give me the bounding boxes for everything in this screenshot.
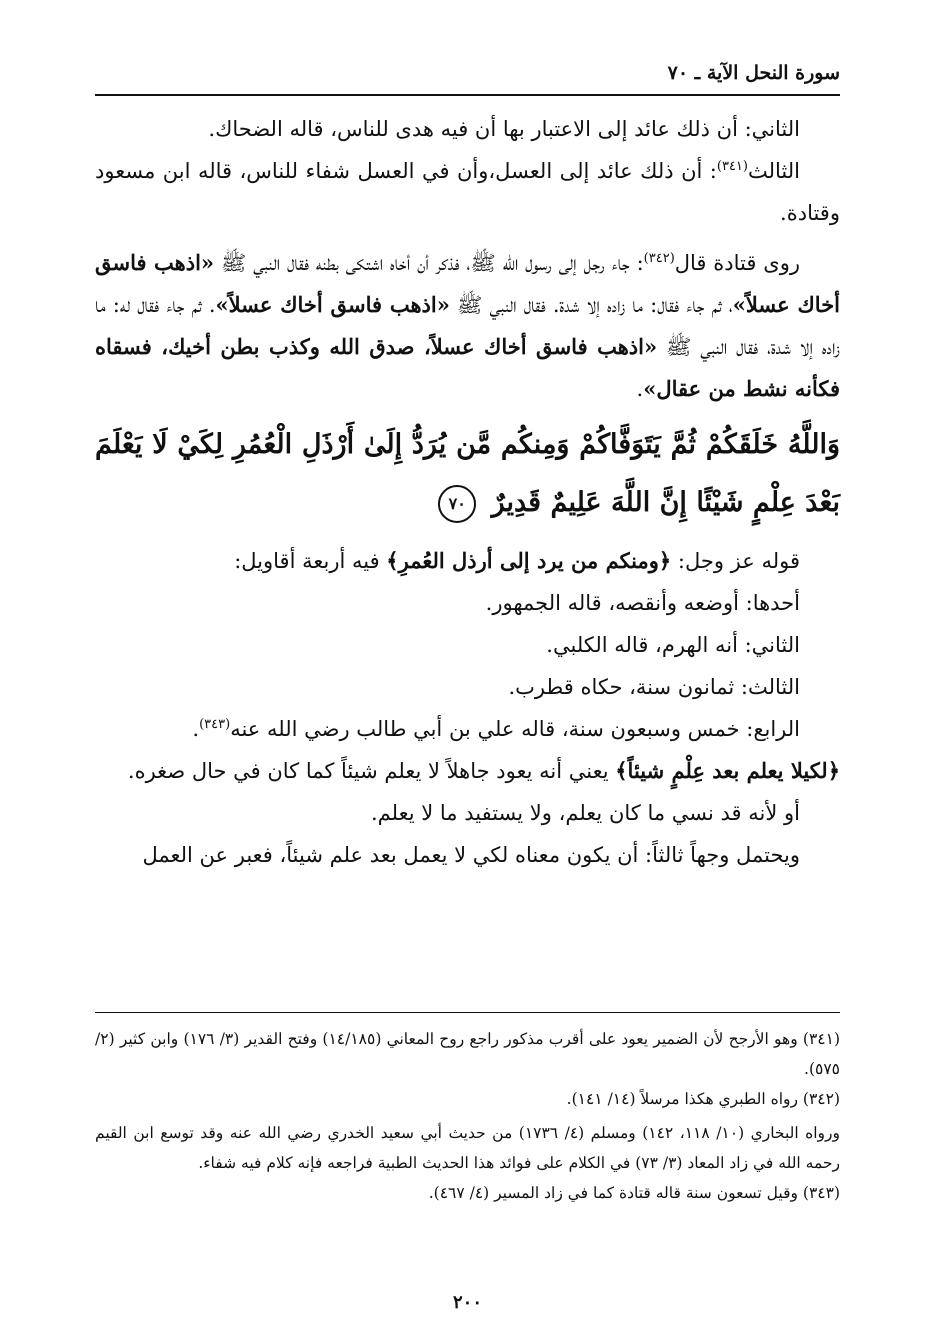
hadith-end: . (636, 377, 644, 401)
footnote-ref-342[interactable]: (٣٤٢) (643, 251, 675, 266)
paragraph-third-aspect: ويحتمل وجهاً ثالثاً: أن يكون معناه لكي لا يعمل بعد علم شيئاً، فعبر عن العمل (142, 843, 800, 867)
paragraph-second-view: الثاني: أن ذلك عائد إلى الاعتبار بها أن فيه هدى للناس، قاله الضحاك. (208, 117, 800, 141)
verse-text: وَاللَّهُ خَلَقَكُمْ ثُمَّ يَتَوَفَّاكُمْ وَمِنكُم مَّن يُرَدُّ إِلَىٰ أَرْذَلِ الْعُمُرِ لِكَيْ لَا يَعْلَمَ بَعْدَ عِلْمٍ شَيْئًا إِنَّ اللَّهَ عَلِيمٌ قَدِيرٌ (95, 429, 840, 518)
list-item: الثالث: ثمانون سنة، حكاه قطرب. (508, 675, 800, 699)
header-divider (95, 94, 840, 96)
page-number: ٢٠٠ (452, 1292, 482, 1313)
item4-text: الرابع: خمس وسبعون سنة، قاله علي بن أبي طالب رضي الله عنه (230, 717, 800, 741)
intro-text-b: فيه أربعة أقاويل: (234, 549, 387, 573)
third-label: الثالث (748, 159, 800, 183)
list-item: الثاني: أنه الهرم، قاله الكلبي. (546, 633, 800, 657)
hadith-intro: روى قتادة قال (674, 251, 800, 275)
main-text (95, 108, 840, 876)
quran-verse (95, 416, 840, 532)
hadith-quote-2: «اذهب فاسق أخاك عسلاً» (215, 292, 450, 317)
hadith-text-1: : جاء رجل إلى رسول الله ﷺ، فذكر أن أخاه اشتكى بطنه فقال النبي ﷺ (214, 251, 644, 275)
third-text: : أن ذلك عائد إلى العسل،وأن في العسل شفاء للناس، قاله ابن مسعود وقتادة. (95, 159, 840, 225)
hadith-quote-1: «اذهب فاسق أخاك عسلاً» (95, 250, 841, 317)
paragraph-forgot: أو لأنه قد نسي ما كان يعلم، ولا يستفيد ما لا يعلم. (371, 801, 800, 825)
hadith-quote-3: «اذهب فاسق أخاك عسلاً، صدق الله وكذب بطن أخيك، فسقاه فكأنه نشط من عقال» (95, 334, 840, 401)
hadith-text-3: . ثم جاء فقال له: ما زاده إلا شدة، فقال النبي ﷺ (95, 293, 840, 359)
item4-end: . (192, 717, 200, 741)
opinions-list (95, 582, 840, 750)
paragraph-third-view (95, 150, 840, 234)
list-item (95, 708, 800, 750)
footnote-ref-341[interactable]: (٣٤١) (716, 159, 748, 174)
lest-know-quote: ﴿لكيلا يعلم بعد عِلْمٍ شيئاً﴾ (615, 758, 840, 783)
running-header (95, 60, 840, 96)
intro-text-a: قوله عز وجل: (671, 549, 800, 573)
book-page (95, 0, 840, 1333)
footnote-343: (٣٤٣) وقيل تسعون سنة قاله قتادة كما في زاد المسير (٤/ ٤٦٧). (428, 1184, 840, 1202)
footnotes-divider (95, 1012, 840, 1013)
footnote-342: (٣٤٢) رواه الطبري هكذا مرسلاً (١٤/ ١٤١). (566, 1090, 840, 1108)
intro-quran-quote: ﴿ومنكم من يرد إلى أرذل العُمرِ﴾ (386, 548, 672, 573)
hadith-text-2: ، ثم جاء فقال: ما زاده إلا شدة. فقال النبي ﷺ (449, 293, 733, 317)
ayah-number-badge: ٧٠ (438, 485, 476, 523)
header-title: سورة النحل الآية ـ ٧٠ (667, 62, 840, 84)
lest-know-text: يعني أنه يعود جاهلاً لا يعلم شيئاً كما كان في حال صغره. (127, 759, 616, 783)
footnote-ref-343[interactable]: (٣٤٣) (199, 717, 231, 732)
commentary-intro (95, 540, 840, 582)
paragraph-hadith (95, 242, 840, 410)
paragraph-lest-know (95, 750, 840, 792)
footnotes (95, 1024, 840, 1208)
footnote-341: (٣٤١) وهو الأرجح لأن الضمير يعود على أقرب مذكور راجع روح المعاني (١٤/١٨٥) وفتح القدير (٣/ ١٧٦) وابن كثير (٢/ ٥٧٥). (95, 1030, 840, 1078)
footnote-342-continued: ورواه البخاري (١٠/ ١١٨، ١٤٢) ومسلم (٤/ ١٧٣٦) من حديث أبي سعيد الخدري رضي الله عنه وقد توسع ابن القيم رحمه الله في زاد المعاد (٣/ ٧٣) في الكلام على فوائد هذا الحديث الطبية فراجعه فإنه كلام فيه شفاء. (95, 1124, 841, 1172)
list-item: أحدها: أوضعه وأنقصه، قاله الجمهور. (485, 591, 800, 615)
